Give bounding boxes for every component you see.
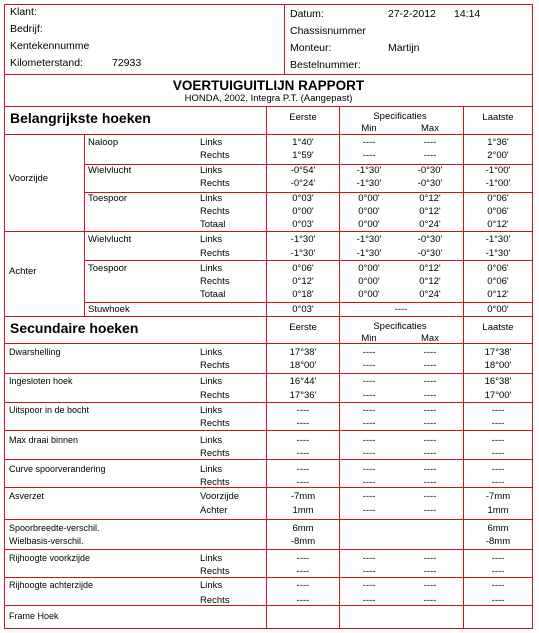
secondary-col-first: Eerste [289, 322, 317, 333]
row-side-label: Links [200, 435, 223, 446]
value-min: ---- [362, 566, 376, 577]
secondary-vline-last [463, 316, 464, 629]
value-last: 16°38' [484, 376, 512, 387]
value-first: 0°00' [292, 206, 314, 217]
row-side-label: Links [200, 553, 223, 564]
row-side-label: Links [200, 193, 223, 204]
value-first: ---- [296, 464, 310, 475]
value-max: ---- [423, 477, 437, 488]
secondary-col-spec: Specificaties [373, 321, 427, 332]
secondary-row-line [4, 430, 533, 431]
value-min: ---- [362, 477, 376, 488]
row-side-label: Rechts [200, 390, 230, 401]
value-max: 0°12' [419, 263, 441, 274]
row-group-label: Dwarshelling [9, 347, 61, 357]
primary-section-title: Belangrijkste hoeken [10, 110, 151, 126]
title-bottom-line [4, 106, 533, 107]
value-first: 6mm [292, 523, 314, 534]
secondary-row-line [4, 577, 533, 578]
value-max: -0°30' [417, 234, 443, 245]
primary-line-4 [84, 302, 533, 303]
value-first: -8mm [290, 536, 316, 547]
row-side-label: Rechts [200, 178, 230, 189]
value-last: -8mm [485, 536, 511, 547]
report-subtitle: HONDA, 2002, Integra P.T. (Aangepast) [184, 93, 353, 104]
value-min: ---- [362, 580, 376, 591]
secondary-row-line [4, 549, 533, 550]
km-label: Kilometerstand: [10, 57, 83, 69]
row-group-label: Frame Hoek [9, 611, 59, 621]
header-bottom-line [4, 74, 533, 75]
value-max: ---- [423, 418, 437, 429]
value-max: ---- [423, 360, 437, 371]
row-group-label: Toespoor [88, 263, 128, 274]
value-first: -0°24' [290, 178, 316, 189]
value-first: 0°03' [292, 219, 314, 230]
kenteken-label: Kentekennumme [10, 40, 90, 52]
row-group-label: Ingesloten hoek [9, 376, 73, 386]
value-min: ---- [362, 553, 376, 564]
value-min: ---- [362, 418, 376, 429]
value-first: 1°59' [292, 150, 314, 161]
value-first: ---- [296, 595, 310, 606]
value-last: 18°00' [484, 360, 512, 371]
value-max: -0°30' [417, 248, 443, 259]
value-max: ---- [423, 137, 437, 148]
row-side-label: Links [200, 405, 223, 416]
secondary-header-line [4, 343, 533, 344]
primary-region-divider [4, 231, 533, 232]
value-max: 0°24' [419, 289, 441, 300]
value-first: ---- [296, 566, 310, 577]
row-side-label: Links [200, 376, 223, 387]
region-achter: Achter [9, 266, 37, 277]
value-max: ---- [423, 435, 437, 446]
row-side-label: Links [200, 234, 223, 245]
value-min: ---- [362, 137, 376, 148]
value-last: -1°00' [485, 178, 511, 189]
primary-col-spec: Specificaties [373, 111, 427, 122]
primary-col-max: Max [421, 123, 439, 134]
value-last: 6mm [487, 523, 509, 534]
value-first: 17°36' [289, 390, 317, 401]
row-group-label: Spoorbreedte-verschil. [9, 523, 100, 533]
value-last: 1°36' [487, 137, 509, 148]
value-last: ---- [491, 580, 505, 591]
km-value: 72933 [112, 57, 142, 69]
value-min: -1°30' [356, 178, 382, 189]
value-max: ---- [423, 448, 437, 459]
header-divider [284, 4, 285, 74]
datum-value: 27-2-2012 [388, 8, 436, 20]
value-last: ---- [491, 405, 505, 416]
value-min: ---- [362, 448, 376, 459]
primary-line-1 [84, 164, 533, 165]
value-first: ---- [296, 477, 310, 488]
bedrijf-label: Bedrijf: [10, 23, 43, 35]
monteur-label: Monteur: [290, 42, 332, 54]
value-max: ---- [423, 595, 437, 606]
secondary-vline-spec [339, 316, 340, 629]
chassis-label: Chassisnummer [290, 25, 366, 37]
secondary-row-line [4, 487, 533, 488]
value-first: 17°38' [289, 347, 317, 358]
value-max: -0°30' [417, 165, 443, 176]
row-side-label: Totaal [200, 219, 226, 230]
value-last: 1mm [487, 505, 509, 516]
row-group-label: Rijhoogte voorkzijde [9, 553, 91, 563]
value-min: 0°00' [358, 206, 380, 217]
value-min: ---- [362, 150, 376, 161]
value-last: 2°00' [487, 150, 509, 161]
secondary-row-line [4, 519, 533, 520]
secondary-row-line [4, 605, 533, 606]
row-side-label: Voorzijde [200, 491, 240, 502]
value-min: 0°00' [358, 263, 380, 274]
value-last: 17°38' [484, 347, 512, 358]
primary-col-min: Min [361, 123, 377, 134]
report-title: VOERTUIGUITLIJN RAPPORT [172, 78, 365, 93]
value-first: -0°54' [290, 165, 316, 176]
value-max: 0°12' [419, 193, 441, 204]
secondary-row-line [4, 373, 533, 374]
value-last: 0°06' [487, 193, 509, 204]
value-min: ---- [362, 360, 376, 371]
value-max: ---- [423, 150, 437, 161]
primary-bottom-line [4, 316, 533, 317]
value-max: ---- [423, 491, 437, 502]
value-max: ---- [423, 580, 437, 591]
value-max: ---- [423, 390, 437, 401]
value-last: ---- [491, 553, 505, 564]
value-first: ---- [296, 418, 310, 429]
row-side-label: Links [200, 347, 223, 358]
monteur-value: Martijn [388, 42, 420, 54]
value-min: ---- [362, 405, 376, 416]
value-max: ---- [394, 304, 408, 315]
value-max: 0°24' [419, 219, 441, 230]
value-max: 0°12' [419, 206, 441, 217]
value-first: 0°12' [292, 276, 314, 287]
row-group-label: Asverzet [9, 491, 45, 501]
value-first: 18°00' [289, 360, 317, 371]
primary-line-3 [84, 260, 533, 261]
row-group-label: Naloop [88, 137, 119, 148]
value-first: 0°03' [292, 304, 314, 315]
value-first: ---- [296, 448, 310, 459]
row-side-label: Rechts [200, 566, 230, 577]
row-side-label: Rechts [200, 150, 230, 161]
value-min: 0°00' [358, 219, 380, 230]
secondary-vline-first [266, 316, 267, 629]
secondary-section-title: Secundaire hoeken [10, 320, 139, 336]
row-group-label: Wielvlucht [88, 234, 132, 245]
secondary-col-last: Laatste [482, 322, 514, 333]
primary-col-last: Laatste [482, 112, 514, 123]
value-first: ---- [296, 580, 310, 591]
value-min: -1°30' [356, 248, 382, 259]
value-last: 0°06' [487, 276, 509, 287]
value-last: 0°12' [487, 289, 509, 300]
value-min: ---- [362, 435, 376, 446]
value-last: 0°06' [487, 206, 509, 217]
row-side-label: Links [200, 263, 223, 274]
value-max: ---- [423, 376, 437, 387]
tijd-value: 14:14 [454, 8, 481, 20]
row-group-label: Max draai binnen [9, 435, 79, 445]
value-min: ---- [362, 505, 376, 516]
value-last: -1°30' [485, 248, 511, 259]
value-last: ---- [491, 464, 505, 475]
value-last: ---- [491, 418, 505, 429]
row-side-label: Rechts [200, 418, 230, 429]
row-side-label: Rechts [200, 360, 230, 371]
value-max: ---- [423, 464, 437, 475]
value-first: ---- [296, 435, 310, 446]
datum-label: Datum: [290, 8, 324, 20]
row-side-label: Rechts [200, 595, 230, 606]
region-voorzijde: Voorzijde [9, 173, 49, 184]
value-last: 17°00' [484, 390, 512, 401]
primary-vline-spec [339, 106, 340, 316]
value-first: 0°03' [292, 193, 314, 204]
row-side-label: Links [200, 165, 223, 176]
value-last: 0°06' [487, 263, 509, 274]
row-group-label: Stuwhoek [88, 304, 130, 315]
value-max: -0°30' [417, 178, 443, 189]
value-last: 0°12' [487, 219, 509, 230]
value-min: ---- [362, 390, 376, 401]
row-group-label: Toespoor [88, 193, 128, 204]
row-group-label: Curve spoorverandering [9, 464, 106, 474]
value-first: -1°30' [290, 234, 316, 245]
secondary-col-min: Min [361, 333, 377, 344]
primary-line-2 [84, 192, 533, 193]
value-max: 0°12' [419, 276, 441, 287]
value-last: -7mm [485, 491, 511, 502]
value-max: ---- [423, 405, 437, 416]
value-first: -7mm [290, 491, 316, 502]
bestel-label: Bestelnummer: [290, 59, 361, 71]
value-max: ---- [423, 566, 437, 577]
value-min: ---- [362, 464, 376, 475]
value-max: ---- [423, 505, 437, 516]
value-last: ---- [491, 595, 505, 606]
value-last: ---- [491, 448, 505, 459]
klant-label: Klant: [10, 6, 37, 18]
primary-vline-last [463, 106, 464, 316]
value-min: 0°00' [358, 193, 380, 204]
value-min: ---- [362, 376, 376, 387]
primary-vline-first [266, 106, 267, 316]
value-min: -1°30' [356, 234, 382, 245]
row-group-label: Wielbasis-verschil. [9, 536, 84, 546]
row-side-label: Rechts [200, 206, 230, 217]
secondary-col-max: Max [421, 333, 439, 344]
secondary-row-line [4, 402, 533, 403]
row-side-label: Totaal [200, 289, 226, 300]
value-min: ---- [362, 595, 376, 606]
value-min: ---- [362, 491, 376, 502]
value-last: ---- [491, 435, 505, 446]
primary-col-first: Eerste [289, 112, 317, 123]
value-max: ---- [423, 347, 437, 358]
value-min: -1°30' [356, 165, 382, 176]
row-side-label: Rechts [200, 276, 230, 287]
value-last: -1°00' [485, 165, 511, 176]
value-max: ---- [423, 553, 437, 564]
value-first: 0°06' [292, 263, 314, 274]
value-min: ---- [362, 347, 376, 358]
value-last: 0°00' [487, 304, 509, 315]
row-side-label: Links [200, 464, 223, 475]
value-first: 1°40' [292, 137, 314, 148]
value-first: -1°30' [290, 248, 316, 259]
row-side-label: Rechts [200, 477, 230, 488]
row-side-label: Achter [200, 505, 228, 516]
row-side-label: Links [200, 137, 223, 148]
row-side-label: Rechts [200, 448, 230, 459]
value-last: ---- [491, 566, 505, 577]
row-group-label: Uitspoor in de bocht [9, 405, 90, 415]
value-last: -1°30' [485, 234, 511, 245]
value-first: ---- [296, 405, 310, 416]
row-group-label: Wielvlucht [88, 165, 132, 176]
value-first: 16°44' [289, 376, 317, 387]
value-min: 0°00' [358, 289, 380, 300]
row-group-label: Rijhoogte achterzijde [9, 580, 94, 590]
value-min: 0°00' [358, 276, 380, 287]
value-last: ---- [491, 477, 505, 488]
value-first: ---- [296, 553, 310, 564]
row-side-label: Links [200, 580, 223, 591]
row-side-label: Rechts [200, 248, 230, 259]
secondary-row-line [4, 459, 533, 460]
primary-vline-group [84, 134, 85, 316]
value-first: 0°18' [292, 289, 314, 300]
value-first: 1mm [292, 505, 314, 516]
